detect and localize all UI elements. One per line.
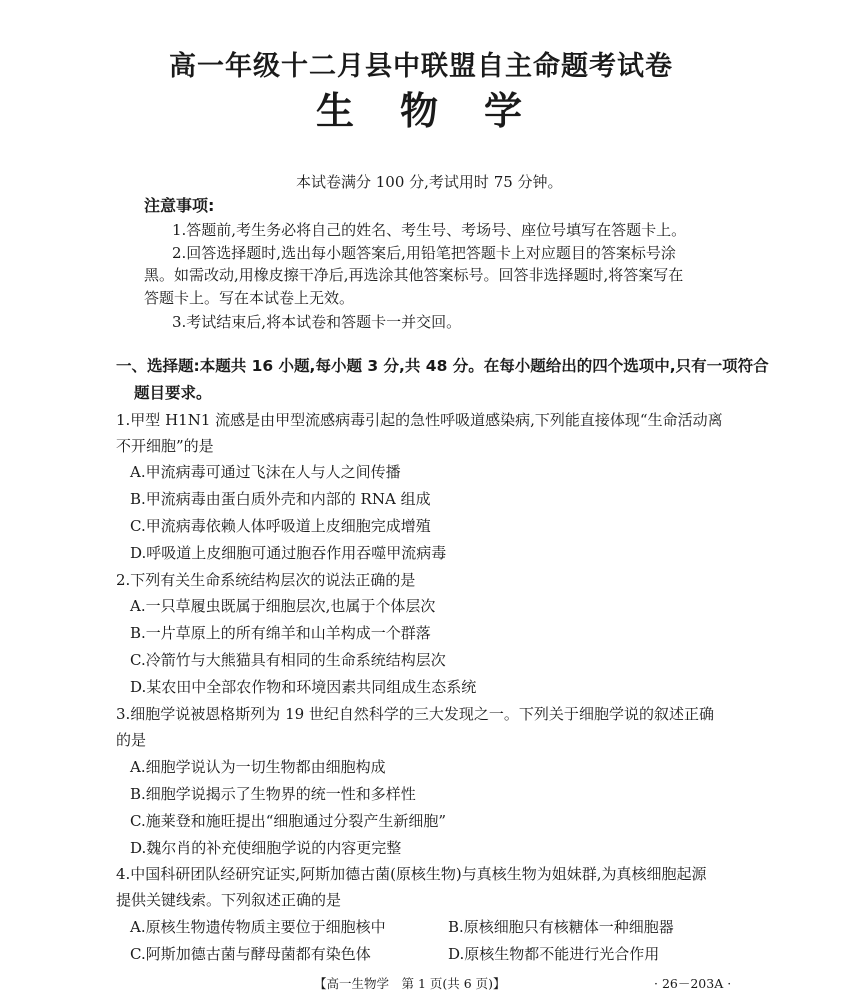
option-c: C.施莱登和施旺提出“细胞通过分裂产生新细胞” [130,812,447,830]
option-c: C.阿斯加德古菌与酵母菌都有染色体 [130,945,371,963]
section-heading: 一、选择题:本题共 16 小题,每小题 3 分,共 48 分。在每小题给出的四个选项中,只有一项符合 [116,357,769,375]
question-stem: 1.甲型 H1N1 流感是由甲型流感病毒引起的急性呼吸道感染病,下列能直接体现“生命活动离 [116,411,723,429]
option-a: A.甲流病毒可通过飞沫在人与人之间传播 [130,463,401,481]
option-d: D.某农田中全部农作物和环境因素共同组成生态系统 [130,678,477,696]
notice-item: 答题卡上。写在本试卷上无效。 [144,289,355,307]
exam-info: 本试卷满分 100 分,考试用时 75 分钟。 [296,173,563,191]
option-a: A.原核生物遗传物质主要位于细胞核中 [130,918,386,936]
subject-title: 生 物 学 [315,89,526,133]
question-stem: 4.中国科研团队经研究证实,阿斯加德古菌(原核生物)与真核生物为姐妹群,为真核细胞起源 [116,865,707,883]
notice-heading: 注意事项: [144,196,215,215]
question-stem: 2.下列有关生命系统结构层次的说法正确的是 [116,571,416,589]
option-b: B.一片草原上的所有绵羊和山羊构成一个群落 [130,624,431,642]
notice-item: 1.答题前,考生务必将自己的姓名、考生号、考场号、座位号填写在答题卡上。 [172,221,687,239]
option-c: C.冷箭竹与大熊猫具有相同的生命系统结构层次 [130,651,446,669]
question-stem-cont: 不开细胞”的是 [116,437,214,455]
notice-item: 3.考试结束后,将本试卷和答题卡一并交回。 [172,313,462,331]
option-d: D.魏尔肖的补充使细胞学说的内容更完整 [130,839,402,857]
question-stem-cont: 提供关键线索。下列叙述正确的是 [116,891,342,909]
notice-item: 2.回答选择题时,选出每小题答案后,用铅笔把答题卡上对应题目的答案标号涂 [172,244,676,262]
exam-title: 高一年级十二月县中联盟自主命题考试卷 [169,51,673,82]
option-a: A.一只草履虫既属于细胞层次,也属于个体层次 [130,597,436,615]
notice-item: 黑。如需改动,用橡皮擦干净后,再选涂其他答案标号。回答非选择题时,将答案写在 [144,266,684,284]
option-d: D.原核生物都不能进行光合作用 [448,945,660,963]
option-d: D.呼吸道上皮细胞可通过胞吞作用吞噬甲流病毒 [130,544,447,562]
option-b: B.原核细胞只有核糖体一种细胞器 [448,918,674,936]
option-b: B.细胞学说揭示了生物界的统一性和多样性 [130,785,416,803]
option-c: C.甲流病毒依赖人体呼吸道上皮细胞完成增殖 [130,517,431,535]
section-heading-cont: 题目要求。 [134,384,212,402]
option-a: A.细胞学说认为一切生物都由细胞构成 [130,758,386,776]
question-stem: 3.细胞学说被恩格斯列为 19 世纪自然科学的三大发现之一。下列关于细胞学说的叙述正确 [116,705,714,723]
paper-code: · 26－203A · [654,976,732,991]
page-footer: 【高一生物学 第 1 页(共 6 页)】 [314,976,506,991]
option-b: B.甲流病毒由蛋白质外壳和内部的 RNA 组成 [130,490,431,508]
question-stem-cont: 的是 [116,731,147,749]
